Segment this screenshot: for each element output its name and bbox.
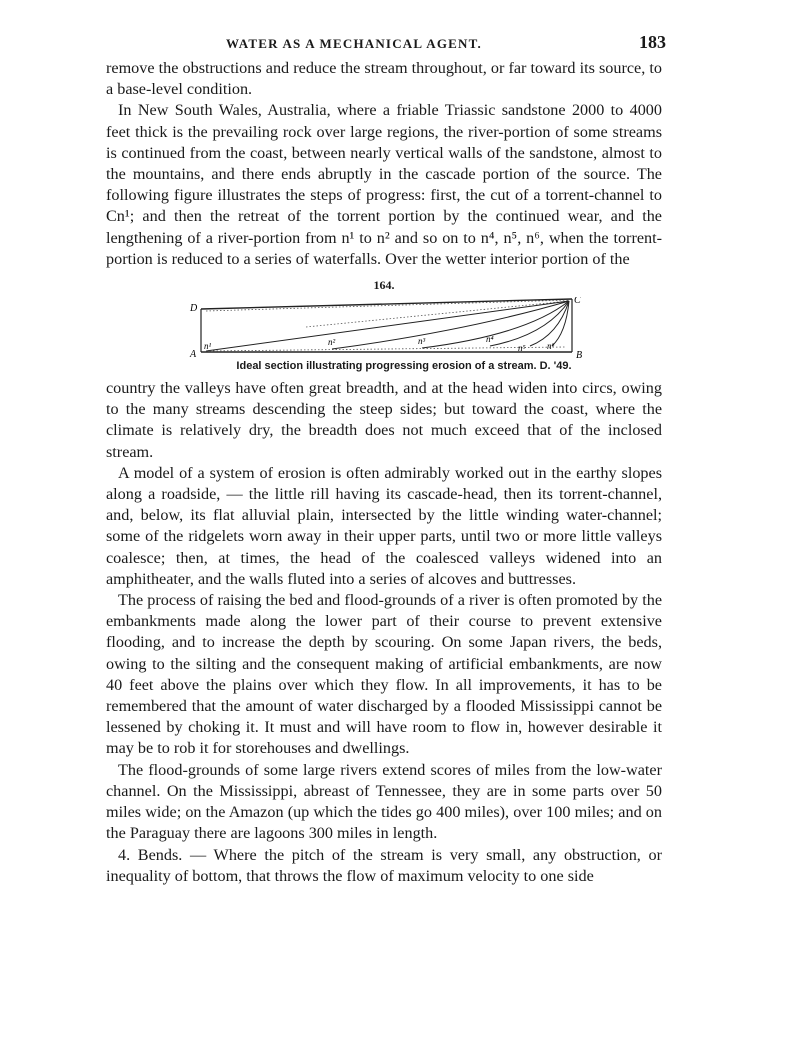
slope-line-dotted-1: [206, 300, 570, 311]
paragraph-1: remove the obstructions and reduce the stream throughout, or far toward its source, to a base-level condition.: [106, 59, 662, 99]
erosion-section-diagram: [106, 297, 662, 359]
paragraph-5: The process of raising the bed and flood-grounds of a river is often promoted by the embankments made along the lower part of their course to prevent extensive flooding, and to increase the depth by scouring. On some Japan rivers, the beds, owing to the silting and the consequent making of artificial embankments, are now 40 feet above the plains over which they flow. In all improvements, it has to be remembered that the amount of water discharged by a flooded Mississippi cannot be lessened by choking it. It must and will have room to flow in, however desirable it may be to rob it for storehouses and dwellings.: [106, 591, 662, 758]
paragraph-3: country the valleys have often great breadth, and at the head widen into circs, owing to the many streams descending the steep sides; but toward the coast, where the climate is relatively dry, the breadth does not much exceed that of the inclosed stream.: [106, 379, 662, 461]
label-C: C: [574, 297, 581, 307]
book-page: [106, 32, 666, 887]
paragraph-2: In New South Wales, Australia, where a friable Triassic sandstone 2000 to 4000 feet thick is the prevailing rock over large regions, the river-portion of some streams is continued from the coast, between nearly vertical walls of the sandstone, almost to the mountains, and there ends abruptly in the cascade portion of the source. The following figure illustrates the steps of progress: first, the cut of a torrent-channel to Cn¹; and then the retreat of the torrent portion by the continued wear, and the lengthening of a river-portion from n¹ to n² and so on to n⁴, n⁵, n⁶, when the torrent-portion is reduced to a series of waterfalls. Over the wetter interior portion of the: [106, 101, 662, 268]
label-n3: n³: [418, 336, 426, 347]
page-header: [106, 32, 666, 58]
paragraph-7: 4. Bends. — Where the pitch of the stream is very small, any obstruction, or inequality of bottom, that throws the flow of maximum velocity to one side: [106, 845, 662, 885]
profile-n5: [530, 301, 569, 346]
running-head: WATER AS A MECHANICAL AGENT.: [226, 36, 482, 51]
figure-164: [106, 277, 662, 372]
top-surface-line: [201, 299, 572, 309]
label-n2: n²: [328, 337, 336, 348]
figure-caption: Ideal section illustrating progressing erosion of a stream. D. '49.: [236, 360, 572, 373]
label-D: D: [190, 303, 198, 315]
profile-n2: [332, 301, 569, 352]
page-number: 183: [639, 32, 666, 52]
figure-number: 164.: [373, 278, 395, 293]
label-n5: n⁵: [518, 343, 526, 354]
label-n4: n⁴: [486, 334, 494, 345]
paragraph-4: A model of a system of erosion is often admirably worked out in the earthy slopes along a roadside, — the little rill having its cascade-head, then its torrent-channel, and, below, its flat alluvial plain, intersected by the little winding water-channel; some of the ridgelets worn away in their upper parts, until two or more little valleys coalesce; then, at times, the head of the coalesced valleys widened into an amphitheater, and the walls fluted into a series of alcoves and buttresses.: [106, 463, 662, 588]
paragraph-6: The flood-grounds of some large rivers extend scores of miles from the low-water channel. On the Mississippi, abreast of Tennessee, they are in some parts over 50 miles wide; on the Amazon (up which the tides go 400 miles), over 100 miles; and on the Paraguay there are lagoons 300 miles in length.: [106, 760, 662, 843]
profile-n1: [206, 301, 569, 354]
label-n6: n⁶: [547, 341, 555, 352]
river-bed-dotted: [206, 347, 566, 351]
label-A: A: [190, 349, 197, 360]
label-B: B: [576, 350, 583, 360]
label-n1: n¹: [204, 341, 212, 352]
